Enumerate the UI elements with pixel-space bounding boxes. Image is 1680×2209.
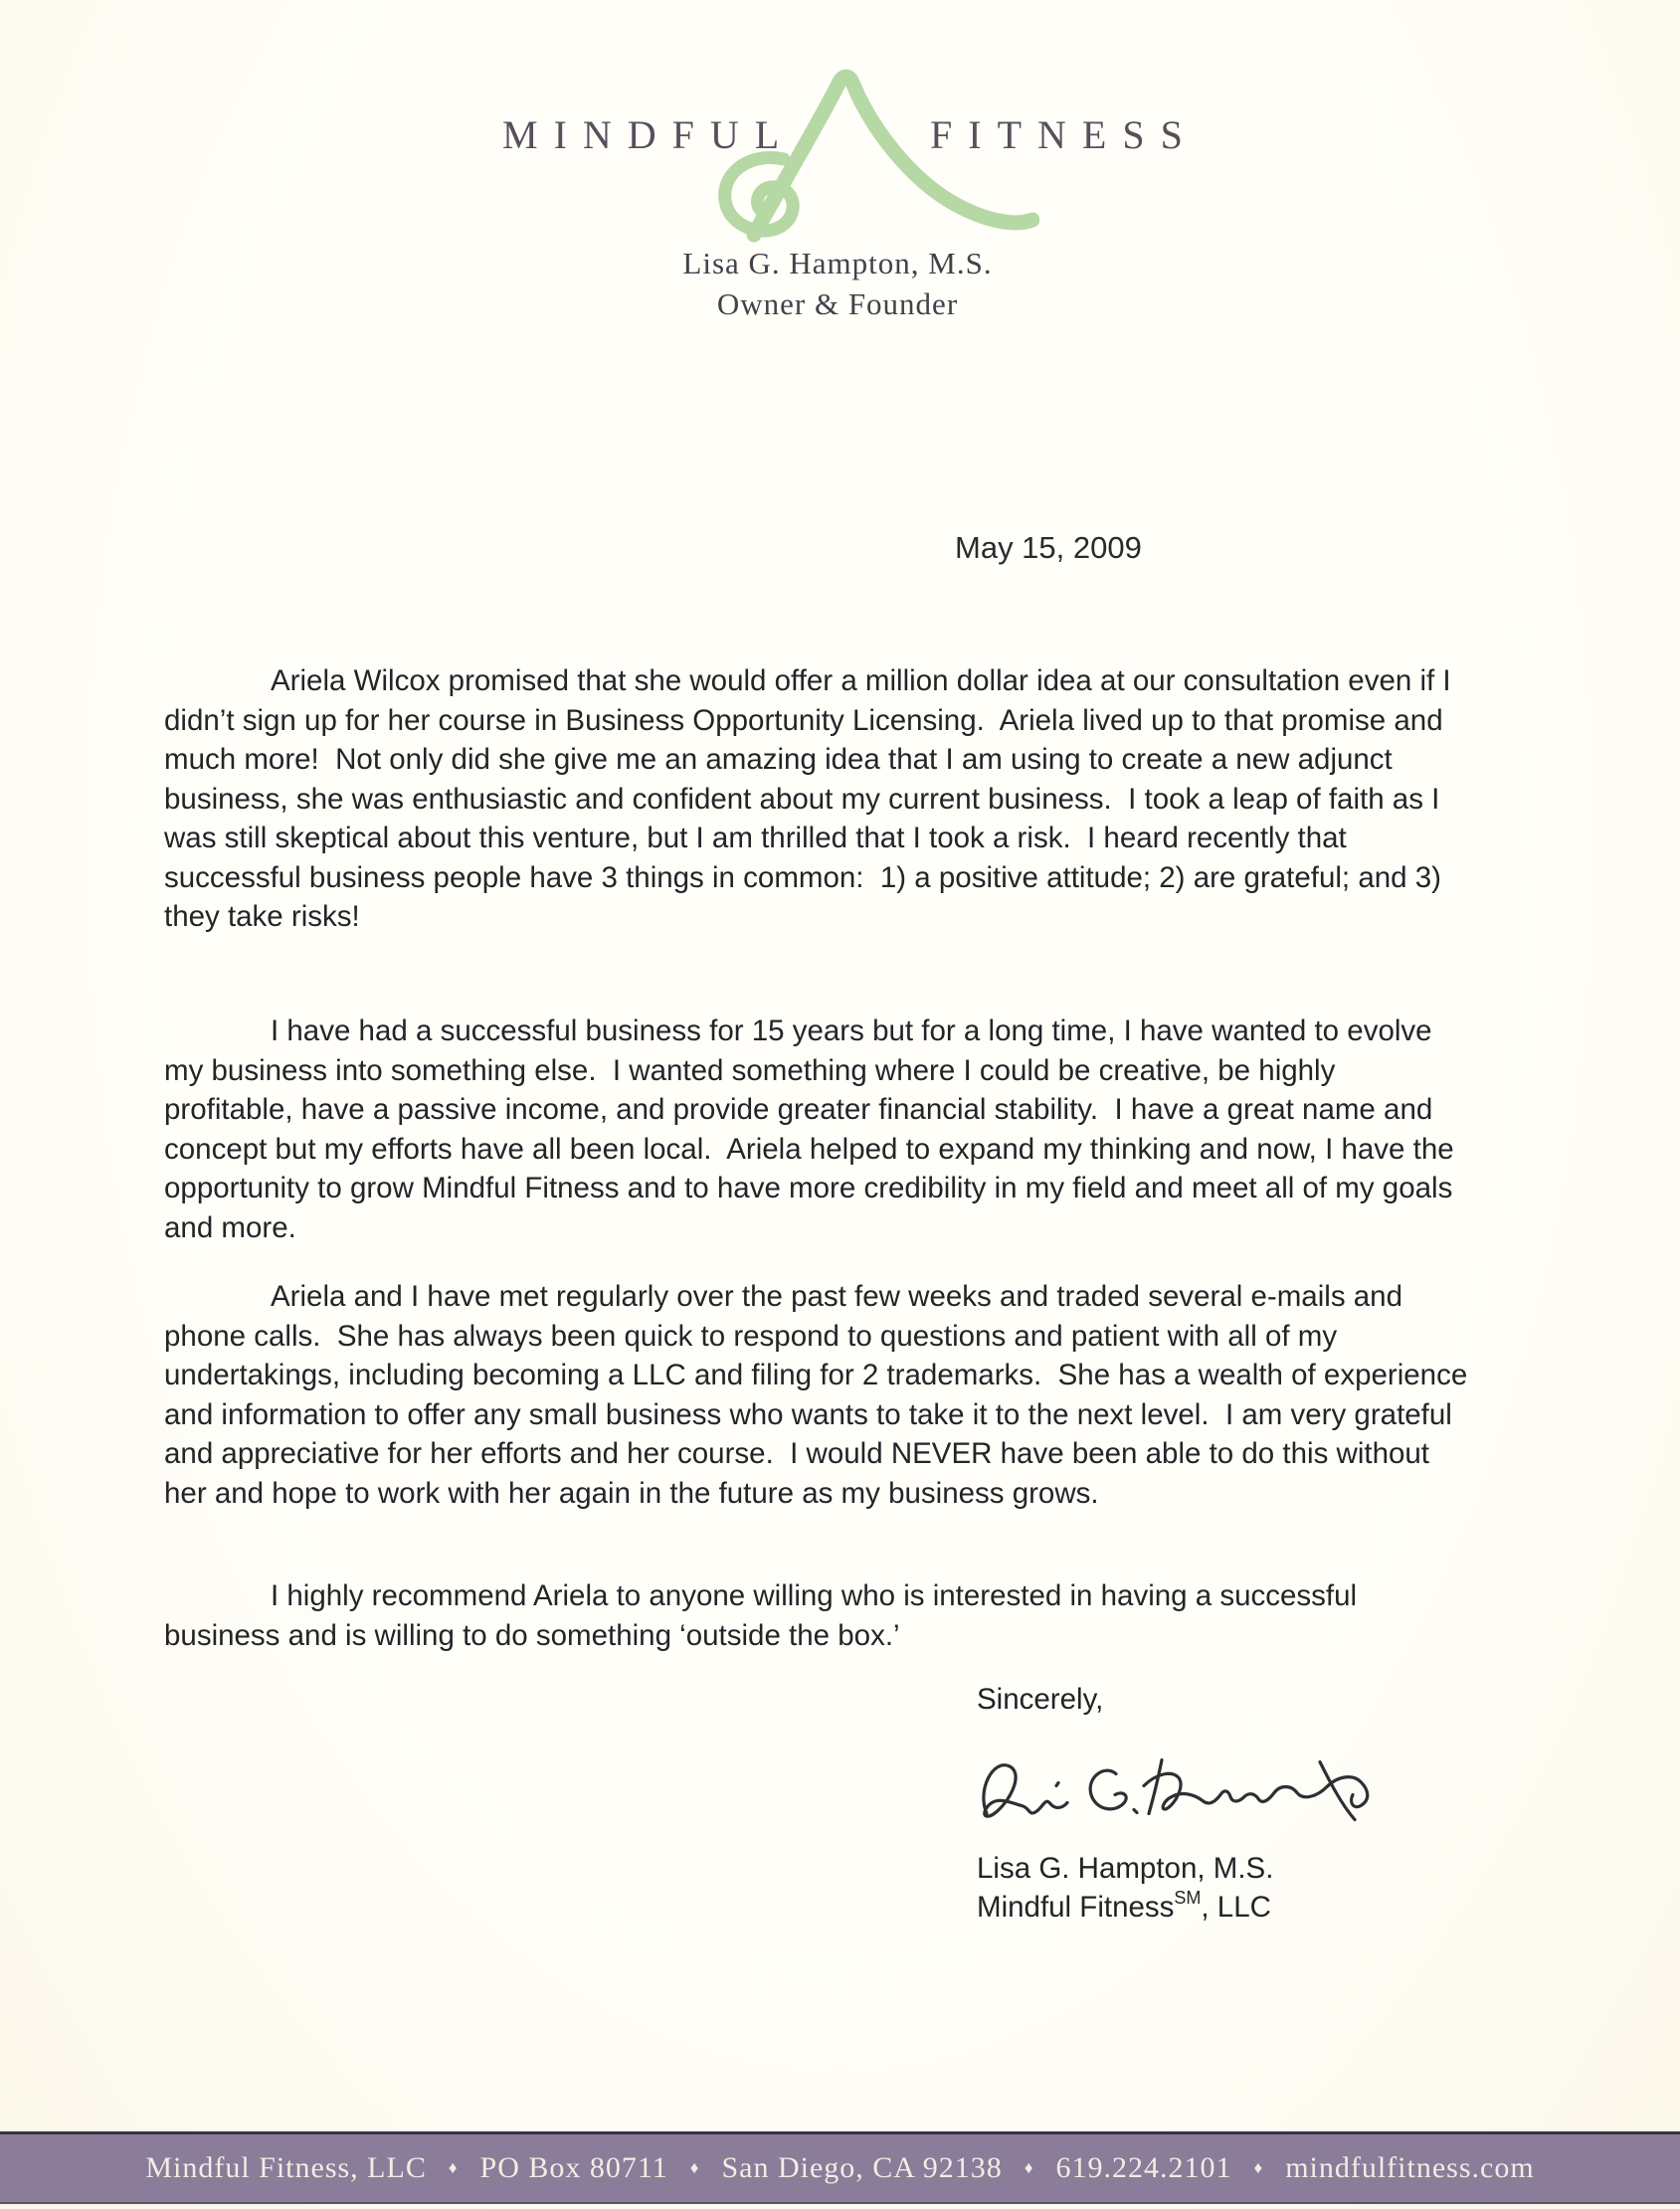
signature-stroke-g bbox=[1090, 1770, 1137, 1812]
yoga-brushstroke-logo-icon bbox=[696, 64, 1039, 251]
diamond-separator-icon: ♦ bbox=[448, 2158, 459, 2177]
body-paragraph-4: I highly recommend Ariela to anyone willing who is interested in having a successful business and is willing to do something ‘outside the box.’ bbox=[164, 1579, 1366, 1652]
body-paragraph-3: Ariela and I have met regularly over the past few weeks and traded several e-mails and phone calls. She has always been quick to respond to questions and patient with all of my undertakings, including becoming a LLC and filing for 2 trademarks. She has a wealth of experience and information to offer any small business who wants to take it to the next level. I am very grateful and appreciative for her efforts and her course. I would NEVER have been able to do this without her and hope to work with her again in the future as my business grows. bbox=[164, 1280, 1476, 1510]
letterhead-owner-name: Lisa G. Hampton, M.S. bbox=[682, 246, 993, 280]
signer-company-suffix: , LLC bbox=[1201, 1890, 1271, 1924]
signer-name: Lisa G. Hampton, M.S. bbox=[977, 1852, 1274, 1885]
diamond-separator-icon: ♦ bbox=[1253, 2158, 1264, 2177]
brand-word-fitness: FITNESS bbox=[930, 112, 1199, 157]
footer-website: mindfulfitness.com bbox=[1285, 2151, 1535, 2184]
valediction: Sincerely, bbox=[977, 1683, 1104, 1716]
diamond-separator-icon: ♦ bbox=[689, 2158, 700, 2177]
signer-company-name: Mindful Fitness bbox=[977, 1890, 1175, 1924]
signature-stroke-hampton bbox=[1144, 1760, 1368, 1820]
footer-phone: 619.224.2101 bbox=[1055, 2151, 1232, 2184]
signer-company bbox=[977, 1890, 1271, 1925]
signature-stroke-lisa bbox=[984, 1765, 1067, 1816]
body-paragraph-2: I have had a successful business for 15 years but for a long time, I have wanted to evolve my business into something else. I wanted something where I could be creative, be highly profitable, have a passive income, and provide greater financial stability. I have a great name and concept but my efforts have all been local. Ariela helped to expand my thinking and now, I have the opportunity to grow Mindful Fitness and to have more credibility in my field and meet all of my goals and more. bbox=[164, 1014, 1462, 1244]
footer-po-box: PO Box 80711 bbox=[479, 2151, 668, 2184]
service-mark: SM bbox=[1174, 1888, 1202, 1908]
footer-company: Mindful Fitness, LLC bbox=[145, 2151, 427, 2184]
letter-date: May 15, 2009 bbox=[955, 530, 1142, 565]
brand-word-mindful: MINDFUL bbox=[502, 112, 796, 157]
letterhead-owner-title: Owner & Founder bbox=[716, 286, 959, 321]
diamond-separator-icon: ♦ bbox=[1024, 2158, 1034, 2177]
footer-contact-line bbox=[145, 2151, 1534, 2185]
body-paragraph-1: Ariela Wilcox promised that she would offer a million dollar idea at our consultation even if I didn’t sign up for her course in Business Opportunity Licensing. Ariela lived up to that promise and much more! Not only did she give me an amazing idea that I am using to create a new adjunct business, she was enthusiastic and confident about my current business. I took a leap of faith as I was still skeptical about this venture, but I am thrilled that I took a risk. I heard recently that successful business people have 3 things in common: 1) a positive attitude; 2) are grateful; and 3) they take risks! bbox=[164, 664, 1459, 933]
footer-city-state-zip: San Diego, CA 92138 bbox=[721, 2151, 1003, 2184]
handwritten-signature bbox=[967, 1743, 1400, 1850]
footer-bar bbox=[0, 2131, 1680, 2204]
